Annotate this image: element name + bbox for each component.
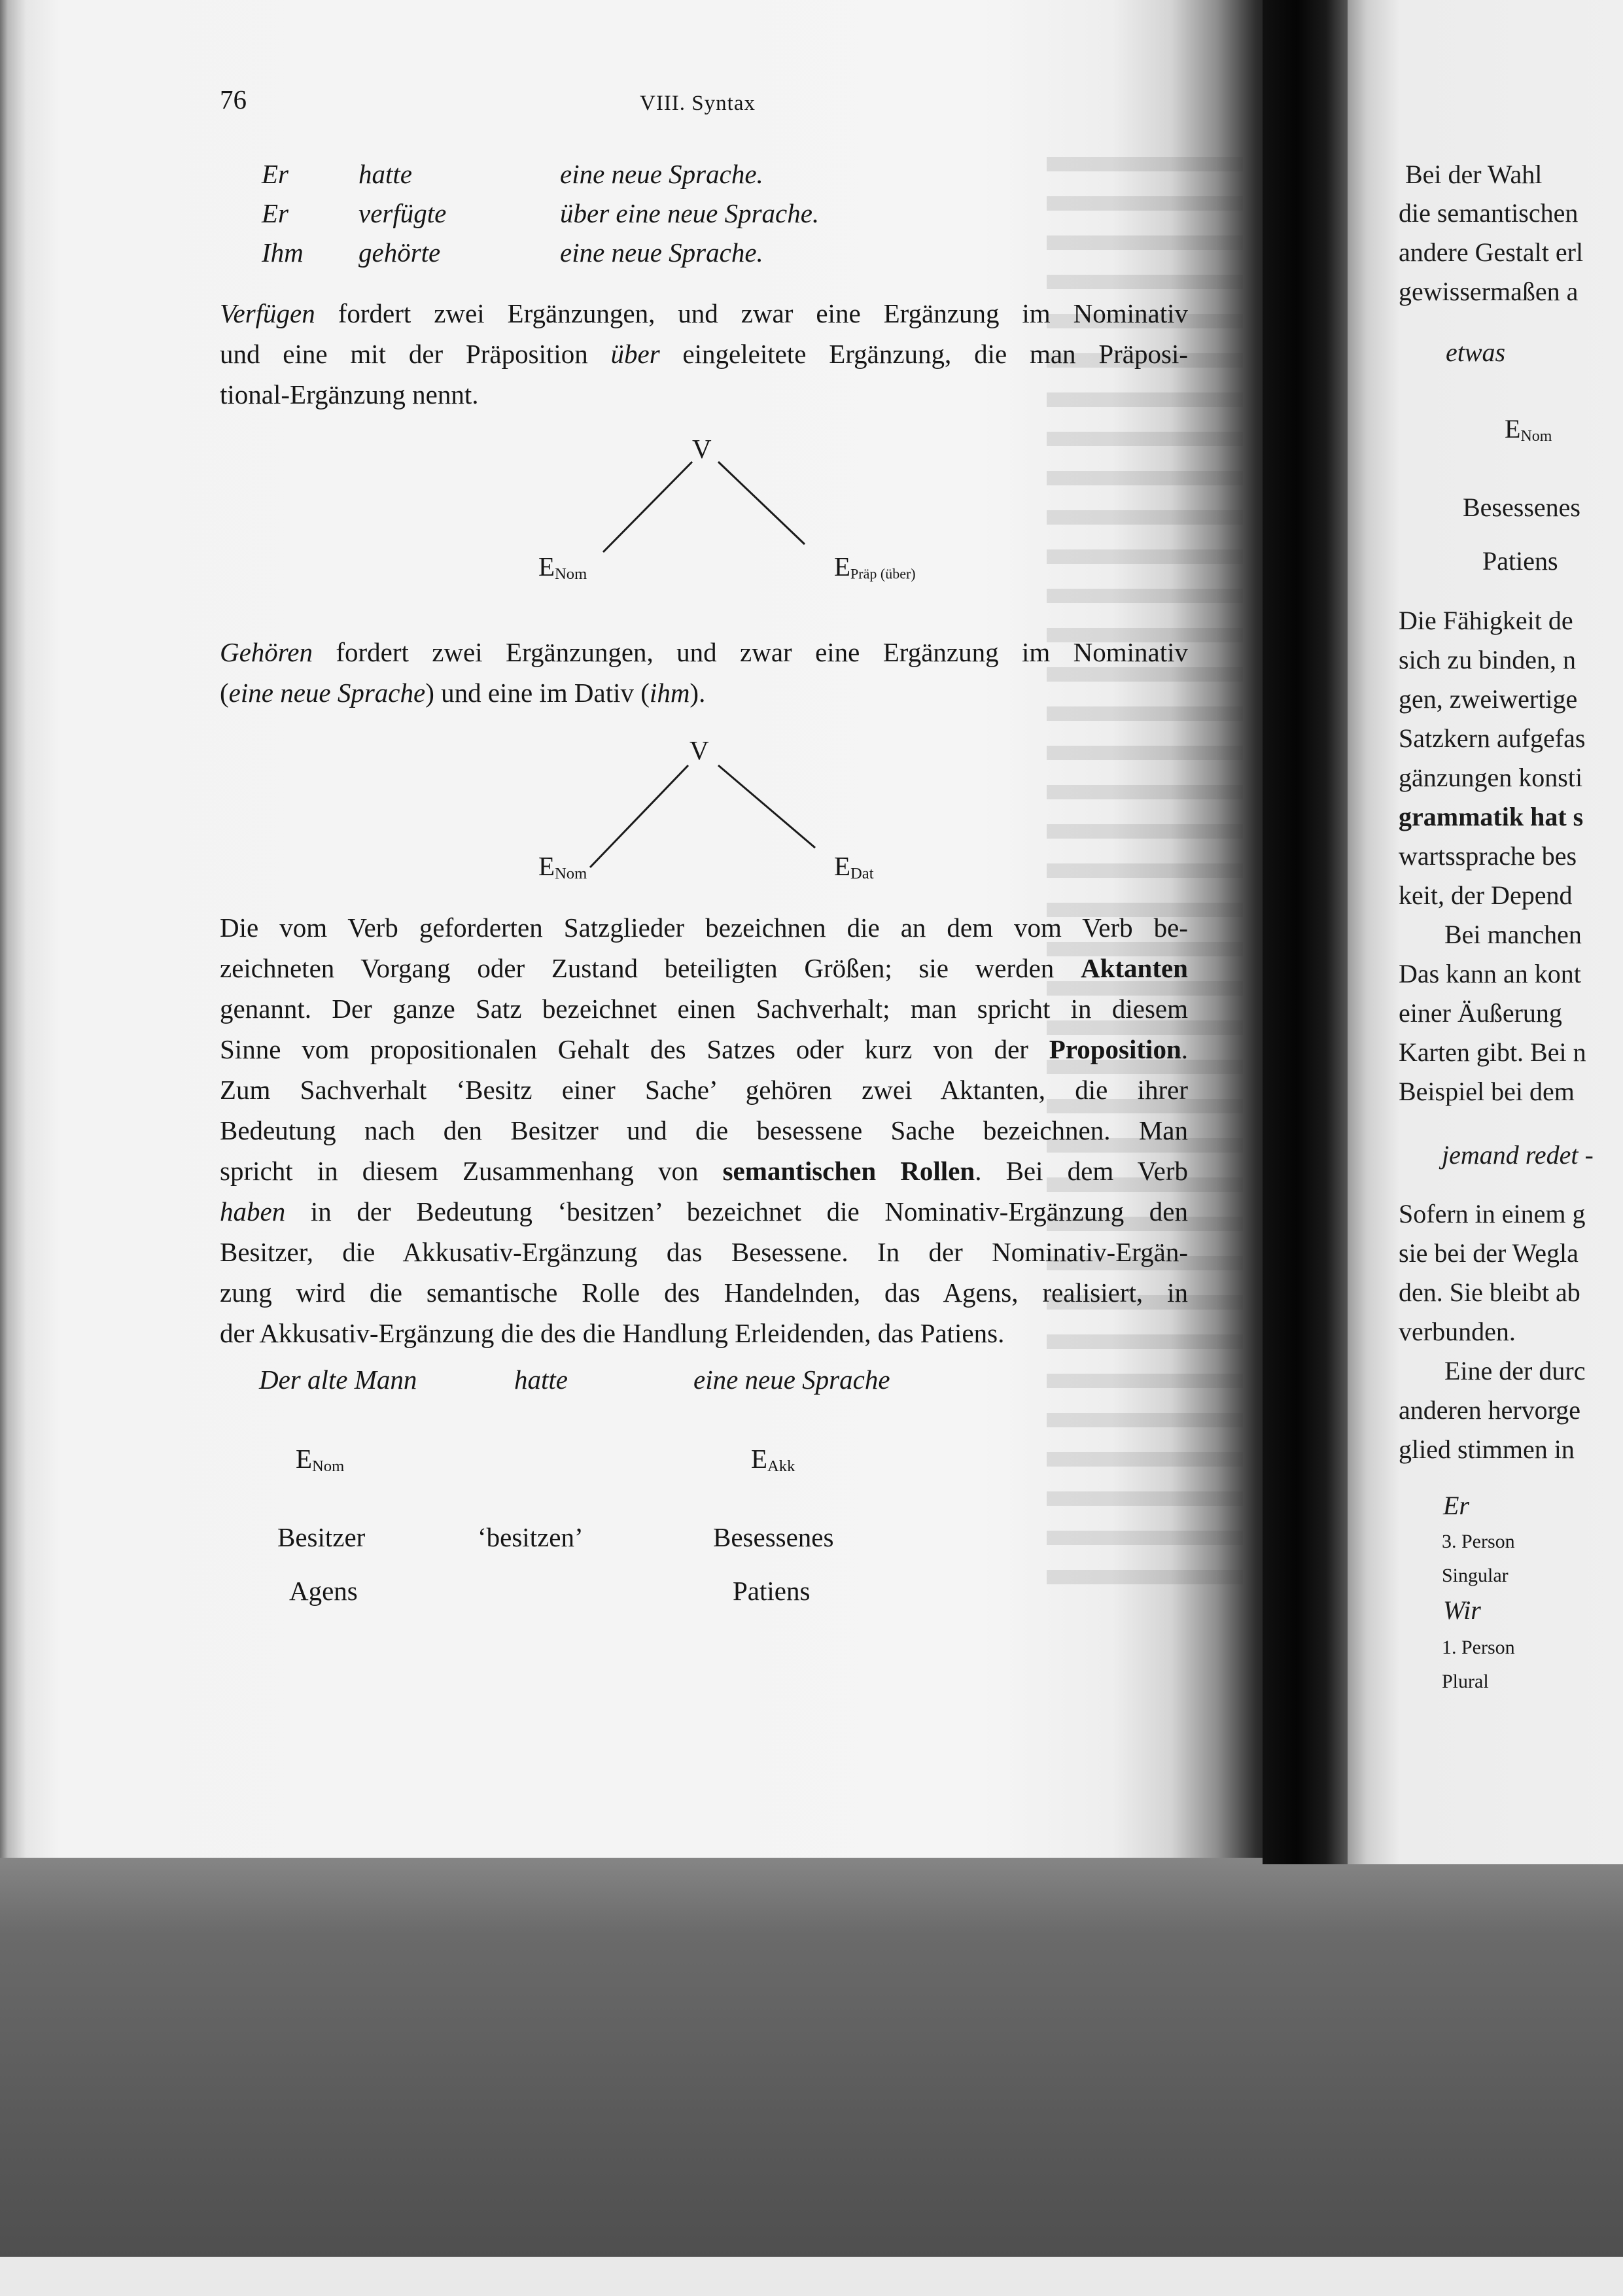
right-fragment: Bei der Wahl	[1405, 160, 1543, 189]
right-fragment: $E_{Nom}$	[1505, 414, 1552, 445]
right-fragment: 1. Person	[1442, 1637, 1515, 1658]
text-line: Gehören fordert zwei Ergänzungen, und zwar eine Ergänzung im Nominativ	[220, 637, 1188, 667]
role-besessenes: Besessenes	[713, 1522, 834, 1552]
right-fragment: sie bei der Wegla	[1399, 1238, 1579, 1268]
right-fragment: wartssprache bes	[1399, 841, 1577, 871]
example-verb: verfügte	[358, 198, 447, 228]
right-fragment: Wir	[1443, 1595, 1481, 1625]
page-number: 76	[220, 84, 247, 114]
example-subject: Er	[262, 159, 288, 189]
text-line: zung wird die semantische Rolle des Handelnden, das Agens, realisiert, in	[220, 1278, 1188, 1308]
right-fragment: Singular	[1442, 1565, 1509, 1586]
right-fragment: gen, zweiwertige	[1399, 684, 1578, 714]
role-besitzer: Besitzer	[277, 1522, 366, 1552]
text-line: und eine mit der Präposition über eingeleitete Ergänzung, die man Präposi-	[220, 339, 1188, 369]
text-line: zeichneten Vorgang oder Zustand beteiligten Größen; sie werden Aktanten	[220, 953, 1188, 983]
right-fragment: Sofern in einem g	[1399, 1199, 1586, 1228]
tree-root-verb: V	[689, 735, 709, 765]
role-patiens: Patiens	[733, 1576, 811, 1606]
example-verb: gehörte	[358, 237, 441, 268]
text-line: der Akkusativ-Ergänzung die des die Handlung Erleidenden, das Patiens.	[220, 1318, 1005, 1348]
tree-root-verb: V	[692, 434, 712, 464]
right-fragment: gewissermaßen a	[1399, 277, 1579, 306]
tree-node-prepositional: $E_{Präp (über)}$	[834, 551, 916, 582]
right-fragment: Er	[1443, 1491, 1469, 1520]
example-object: über eine neue Sprache.	[560, 198, 820, 228]
example-verb: hatte	[358, 159, 412, 189]
text-line: Sinne vom propositionalen Gehalt des Satzes oder kurz von der Proposition.	[220, 1034, 1188, 1064]
right-fragment: anderen hervorge	[1399, 1395, 1581, 1425]
right-fragment: jemand redet -	[1442, 1140, 1594, 1170]
example-subject: Er	[262, 198, 288, 228]
role-enom: $E_{Nom}$	[296, 1444, 345, 1475]
right-fragment: Bei manchen	[1444, 920, 1582, 949]
right-fragment: sich zu binden, n	[1399, 645, 1577, 674]
tree-node-nominative: $E_{Nom}$	[538, 551, 587, 583]
text-line: Verfügen fordert zwei Ergänzungen, und zwar eine Ergänzung im Nominativ	[220, 298, 1188, 328]
role-agens: Agens	[289, 1576, 358, 1606]
tree-node-dative: $E_{Dat}$	[834, 851, 874, 882]
right-fragment: Beispiel bei dem	[1399, 1077, 1575, 1106]
text-line: spricht in diesem Zusammenhang von semantischen Rollen. Bei dem Verb	[220, 1156, 1188, 1186]
running-title: VIII. Syntax	[640, 92, 756, 115]
right-fragment: Satzkern aufgefas	[1399, 723, 1586, 753]
right-fragment: etwas	[1446, 338, 1506, 367]
right-fragment: Das kann an kont	[1399, 959, 1581, 988]
right-fragment: glied stimmen in	[1399, 1435, 1575, 1464]
example-object: eine neue Sprache.	[560, 237, 763, 268]
right-fragment: den. Sie bleibt ab	[1399, 1278, 1580, 1307]
tree-node-nominative: $E_{Nom}$	[538, 851, 587, 882]
text-line: (eine neue Sprache) und eine im Dativ (ihm).	[220, 678, 706, 708]
right-fragment: keit, der Depend	[1399, 880, 1573, 910]
role-eakk: $E_{Akk}$	[751, 1444, 795, 1475]
text-line: genannt. Der ganze Satz bezeichnet einen Sachverhalt; man spricht in diesem	[220, 994, 1188, 1024]
right-fragment: Eine der durc	[1444, 1356, 1586, 1385]
right-fragment: 3. Person	[1442, 1531, 1515, 1552]
right-fragment: grammatik hat s	[1399, 802, 1584, 831]
tree-branch-right	[718, 765, 815, 848]
example-object: eine neue Sprache.	[560, 159, 763, 189]
right-fragment: gänzungen konsti	[1399, 763, 1583, 792]
role-meaning: ‘besitzen’	[478, 1522, 584, 1552]
example-subject: Ihm	[262, 237, 304, 268]
right-fragment: Patiens	[1482, 546, 1558, 576]
text-line: tional-Ergänzung nennt.	[220, 379, 479, 409]
right-fragment: Plural	[1442, 1671, 1489, 1692]
right-fragment: verbunden.	[1399, 1317, 1516, 1346]
right-fragment: Die Fähigkeit de	[1399, 606, 1573, 635]
role-object: eine neue Sprache	[693, 1365, 890, 1395]
right-fragment: Besessenes	[1463, 493, 1580, 522]
text-line: Bedeutung nach den Besitzer und die besessene Sache bezeichnen. Man	[220, 1115, 1188, 1145]
text-line: Die vom Verb geforderten Satzglieder bezeichnen die an dem vom Verb be-	[220, 913, 1188, 943]
role-verb: hatte	[514, 1365, 568, 1395]
text-line: haben in der Bedeutung ‘besitzen’ bezeichnet die Nominativ-Ergänzung den	[220, 1196, 1188, 1226]
tree-branch-left	[590, 765, 688, 867]
text-line: Besitzer, die Akkusativ-Ergänzung das Besessene. In der Nominativ-Ergän-	[220, 1237, 1188, 1267]
right-fragment: einer Äußerung	[1399, 998, 1562, 1028]
role-subject: Der alte Mann	[259, 1365, 417, 1395]
right-fragment: die semantischen	[1399, 198, 1579, 228]
right-fragment: andere Gestalt erl	[1399, 237, 1584, 267]
right-fragment: Karten gibt. Bei n	[1399, 1037, 1586, 1067]
text-line: Zum Sachverhalt ‘Besitz einer Sache’ gehören zwei Aktanten, die ihrer	[220, 1075, 1188, 1105]
